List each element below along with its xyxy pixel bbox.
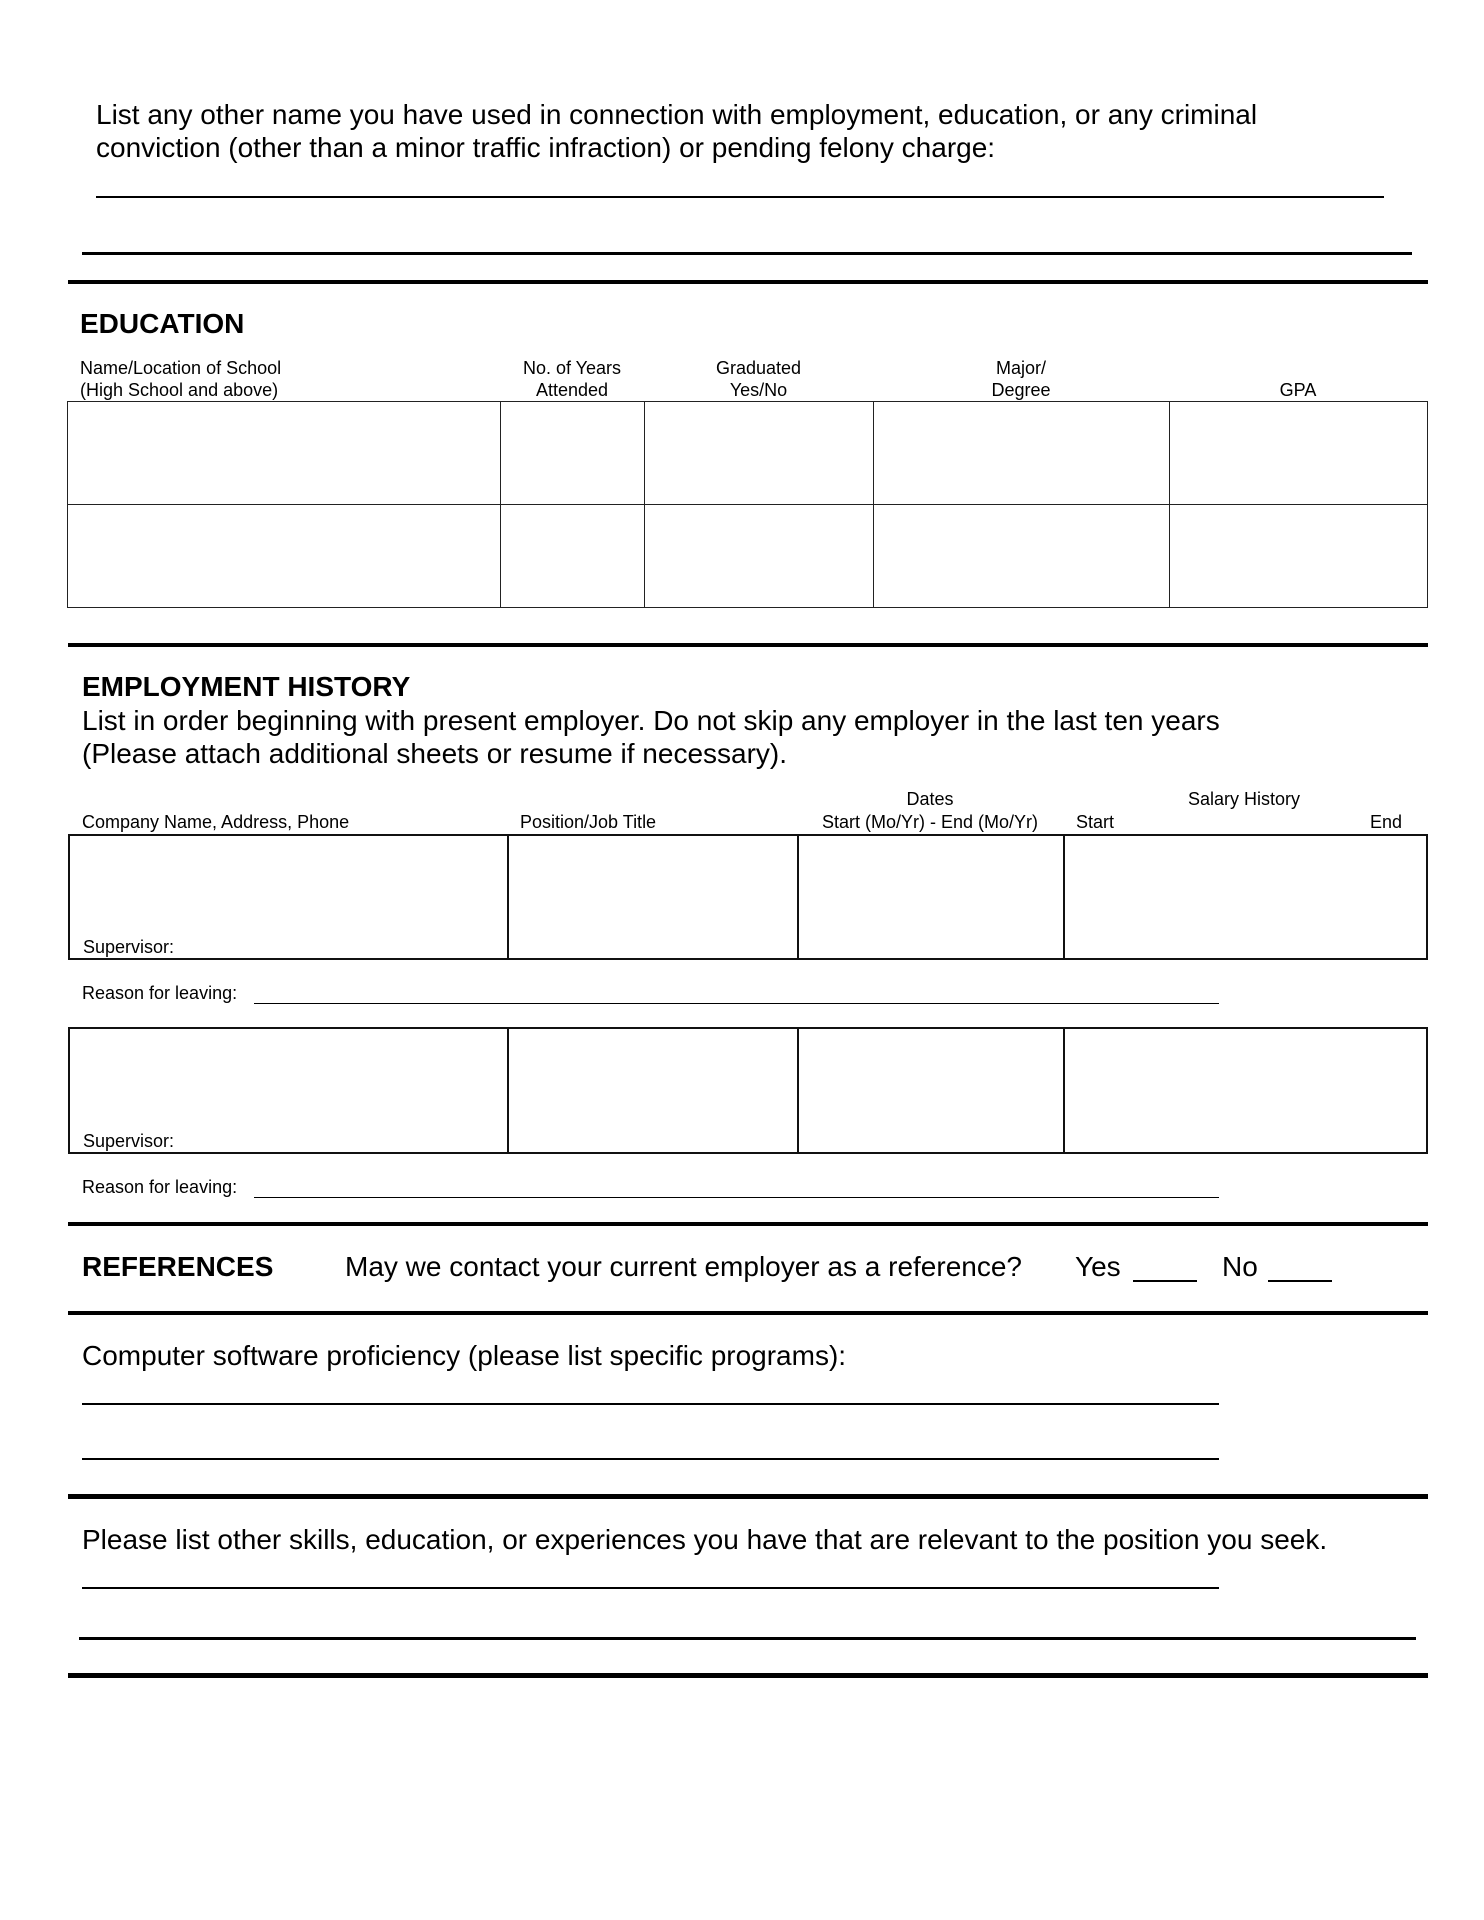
edu-gpa-cell[interactable] xyxy=(1170,402,1428,505)
edu-graduated-cell[interactable] xyxy=(645,505,874,608)
other-names-prompt-line2: conviction (other than a minor traffic infraction) or pending felony charge: xyxy=(96,132,996,163)
emp-col-dates: Start (Mo/Yr) - End (Mo/Yr) xyxy=(821,812,1039,832)
edu-col-years-line1: No. of Years xyxy=(522,358,622,378)
employment-heading: EMPLOYMENT HISTORY xyxy=(82,671,411,702)
skills-prompt: Please list other skills, education, or experiences you have that are relevant to the position you seek. xyxy=(82,1524,1328,1555)
emp-col-salary-end: End xyxy=(1370,812,1403,832)
emp-col-company: Company Name, Address, Phone xyxy=(82,812,350,832)
edu-gpa-cell[interactable] xyxy=(1170,505,1428,608)
software-prompt: Computer software proficiency (please list specific programs): xyxy=(82,1340,847,1371)
skills-answer-line-2[interactable] xyxy=(79,1637,1416,1640)
reason-for-leaving-line[interactable] xyxy=(254,1003,1219,1004)
references-heading: REFERENCES xyxy=(82,1251,274,1282)
reference-no-blank[interactable] xyxy=(1268,1280,1332,1282)
edu-graduated-cell[interactable] xyxy=(645,402,874,505)
edu-major-cell[interactable] xyxy=(874,402,1170,505)
employment-instructions-line1: List in order beginning with present employer. Do not skip any employer in the last ten years xyxy=(82,705,1220,736)
skills-answer-line-1[interactable] xyxy=(82,1587,1219,1589)
software-answer-line-1[interactable] xyxy=(82,1403,1219,1405)
reference-yes-label: Yes xyxy=(1075,1251,1121,1282)
employer-table-2 xyxy=(68,1027,1428,1154)
other-names-answer-line-2[interactable] xyxy=(82,252,1412,255)
emp-dates-cell[interactable] xyxy=(798,1028,1064,1153)
reason-for-leaving-label: Reason for leaving: xyxy=(82,983,238,1003)
section-divider xyxy=(68,1311,1428,1315)
edu-school-cell[interactable] xyxy=(68,505,501,608)
education-row xyxy=(68,505,1428,608)
emp-salary-cell[interactable] xyxy=(1064,835,1427,959)
section-divider xyxy=(68,643,1428,647)
edu-col-graduated-line1: Graduated xyxy=(715,358,802,378)
supervisor-label: Supervisor: xyxy=(83,1131,175,1151)
emp-company-cell[interactable] xyxy=(69,835,508,959)
employer-row xyxy=(69,835,1427,959)
emp-col-salary-top: Salary History xyxy=(1187,789,1301,809)
reason-for-leaving-label: Reason for leaving: xyxy=(82,1177,238,1197)
edu-years-cell[interactable] xyxy=(501,402,645,505)
edu-col-major-line1: Major/ xyxy=(995,358,1046,378)
edu-years-cell[interactable] xyxy=(501,505,645,608)
emp-col-position: Position/Job Title xyxy=(520,812,657,832)
employer-row xyxy=(69,1028,1427,1153)
emp-salary-cell[interactable] xyxy=(1064,1028,1427,1153)
employer-table-1 xyxy=(68,834,1428,960)
emp-position-cell[interactable] xyxy=(508,1028,798,1153)
edu-major-cell[interactable] xyxy=(874,505,1170,608)
emp-company-cell[interactable] xyxy=(69,1028,508,1153)
edu-school-cell[interactable] xyxy=(68,402,501,505)
reference-no-label: No xyxy=(1222,1251,1258,1282)
edu-col-school-line2: (High School and above) xyxy=(80,380,279,400)
supervisor-label: Supervisor: xyxy=(83,937,175,957)
edu-col-major-line2: Degree xyxy=(991,380,1051,400)
education-heading: EDUCATION xyxy=(80,308,245,339)
reason-for-leaving-line[interactable] xyxy=(254,1197,1219,1198)
section-divider xyxy=(68,1494,1428,1499)
emp-position-cell[interactable] xyxy=(508,835,798,959)
references-question: May we contact your current employer as a reference? xyxy=(345,1251,1022,1282)
employment-instructions-line2: (Please attach additional sheets or resume if necessary). xyxy=(82,738,788,769)
education-row xyxy=(68,402,1428,505)
other-names-prompt-line1: List any other name you have used in connection with employment, education, or any criminal xyxy=(96,99,1258,130)
emp-dates-cell[interactable] xyxy=(798,835,1064,959)
section-divider xyxy=(68,1222,1428,1226)
edu-col-gpa-line2: GPA xyxy=(1279,380,1317,400)
section-divider xyxy=(68,1673,1428,1678)
emp-col-salary-start: Start xyxy=(1076,812,1115,832)
edu-col-graduated-line2: Yes/No xyxy=(729,380,788,400)
edu-col-school-line1: Name/Location of School xyxy=(80,358,282,378)
edu-col-years-line2: Attended xyxy=(535,380,609,400)
other-names-answer-line-1[interactable] xyxy=(96,196,1384,198)
emp-col-dates-top: Dates xyxy=(906,789,954,809)
education-table xyxy=(67,401,1428,608)
section-divider xyxy=(68,280,1428,284)
reference-yes-blank[interactable] xyxy=(1133,1280,1197,1282)
software-answer-line-2[interactable] xyxy=(82,1458,1219,1460)
